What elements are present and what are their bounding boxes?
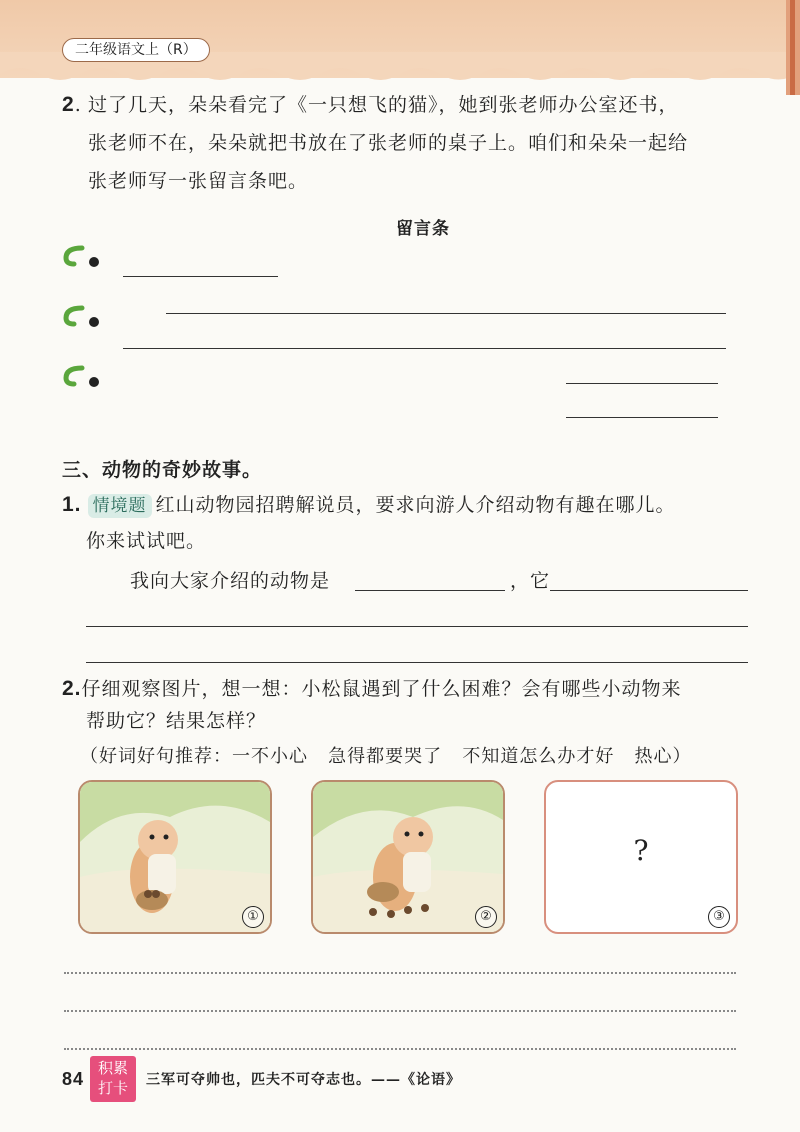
panel-3-label: ③ bbox=[708, 906, 730, 928]
situation-badge: 情境题 bbox=[88, 494, 152, 518]
story-panel-1 bbox=[78, 780, 272, 934]
q2-line-3: 张老师写一张留言条吧。 bbox=[88, 170, 309, 192]
s3-q2-text-1: 仔细观察图片，想一想：小松鼠遇到了什么困难？会有哪些小动物来 bbox=[81, 678, 682, 700]
story-writing-line-1[interactable] bbox=[64, 972, 736, 974]
story-panel-3 bbox=[544, 780, 738, 934]
q2-number-wrap: 2. bbox=[62, 93, 82, 116]
s3-q1-number: 1. bbox=[62, 493, 82, 516]
footer-quote: 三军可夺帅也，匹夫不可夺志也。——《论语》 bbox=[146, 1072, 461, 1088]
animal-name-line[interactable] bbox=[355, 590, 505, 591]
page-number: 84 bbox=[62, 1069, 85, 1089]
binder-hook-icon bbox=[62, 242, 104, 274]
s3-q1-line-2: 你来试试吧。 bbox=[86, 530, 207, 552]
badge-line-2: 打卡 bbox=[97, 1079, 128, 1097]
s3-q2-number: 2. bbox=[62, 677, 82, 700]
note-date-line[interactable] bbox=[566, 417, 718, 418]
story-writing-line-3[interactable] bbox=[64, 1048, 736, 1050]
panel-2-label: ② bbox=[475, 906, 497, 928]
animal-intro-line-1[interactable] bbox=[550, 590, 748, 591]
q2-line-2: 张老师不在，朵朵就把书放在了张老师的桌子上。咱们和朵朵一起给 bbox=[88, 132, 689, 154]
q2-line-1: 过了几天，朵朵看完了《一只想飞的猫》，她到张老师办公室还书， bbox=[88, 94, 679, 116]
squirrel-picture-2 bbox=[313, 782, 503, 932]
vocab-hint: （好词好句推荐：一不小心 急得都要哭了 不知道怎么办才好 热心） bbox=[80, 746, 692, 767]
squirrel-picture-1 bbox=[80, 782, 270, 932]
note-salutation-line[interactable] bbox=[123, 276, 278, 277]
binder-hook-icon bbox=[62, 302, 104, 334]
section-3-title: 三、动物的奇妙故事。 bbox=[62, 459, 263, 481]
s3-q1-prompt-a: 我向大家介绍的动物是 bbox=[130, 570, 331, 592]
s3-q2-line-2: 帮助它？结果怎样？ bbox=[86, 710, 267, 732]
binder-hook-icon bbox=[62, 362, 104, 394]
panel-1-label: ① bbox=[242, 906, 264, 928]
accumulate-badge bbox=[90, 1056, 136, 1102]
story-writing-line-2[interactable] bbox=[64, 1010, 736, 1012]
animal-intro-line-2[interactable] bbox=[86, 626, 748, 627]
s3-q1-line-1 bbox=[62, 492, 676, 518]
panel-3-question-mark: ? bbox=[633, 834, 649, 867]
note-signature-line[interactable] bbox=[566, 383, 718, 384]
side-strip-dark bbox=[790, 0, 795, 95]
book-tag: 二年级语文上（R） bbox=[62, 38, 210, 62]
note-body-line-1[interactable] bbox=[166, 313, 726, 314]
s3-q1-text-1: 红山动物园招聘解说员，要求向游人介绍动物有趣在哪儿。 bbox=[155, 494, 676, 516]
s3-q1-prompt-b: ，它 bbox=[510, 570, 551, 592]
story-panel-2 bbox=[311, 780, 505, 934]
note-title: 留言条 bbox=[396, 219, 450, 239]
s3-q2-line-1 bbox=[62, 676, 682, 702]
badge-line-1: 积累 bbox=[97, 1059, 128, 1077]
q2-number: 2 bbox=[62, 93, 75, 116]
animal-intro-line-3[interactable] bbox=[86, 662, 748, 663]
note-body-line-2[interactable] bbox=[123, 348, 726, 349]
